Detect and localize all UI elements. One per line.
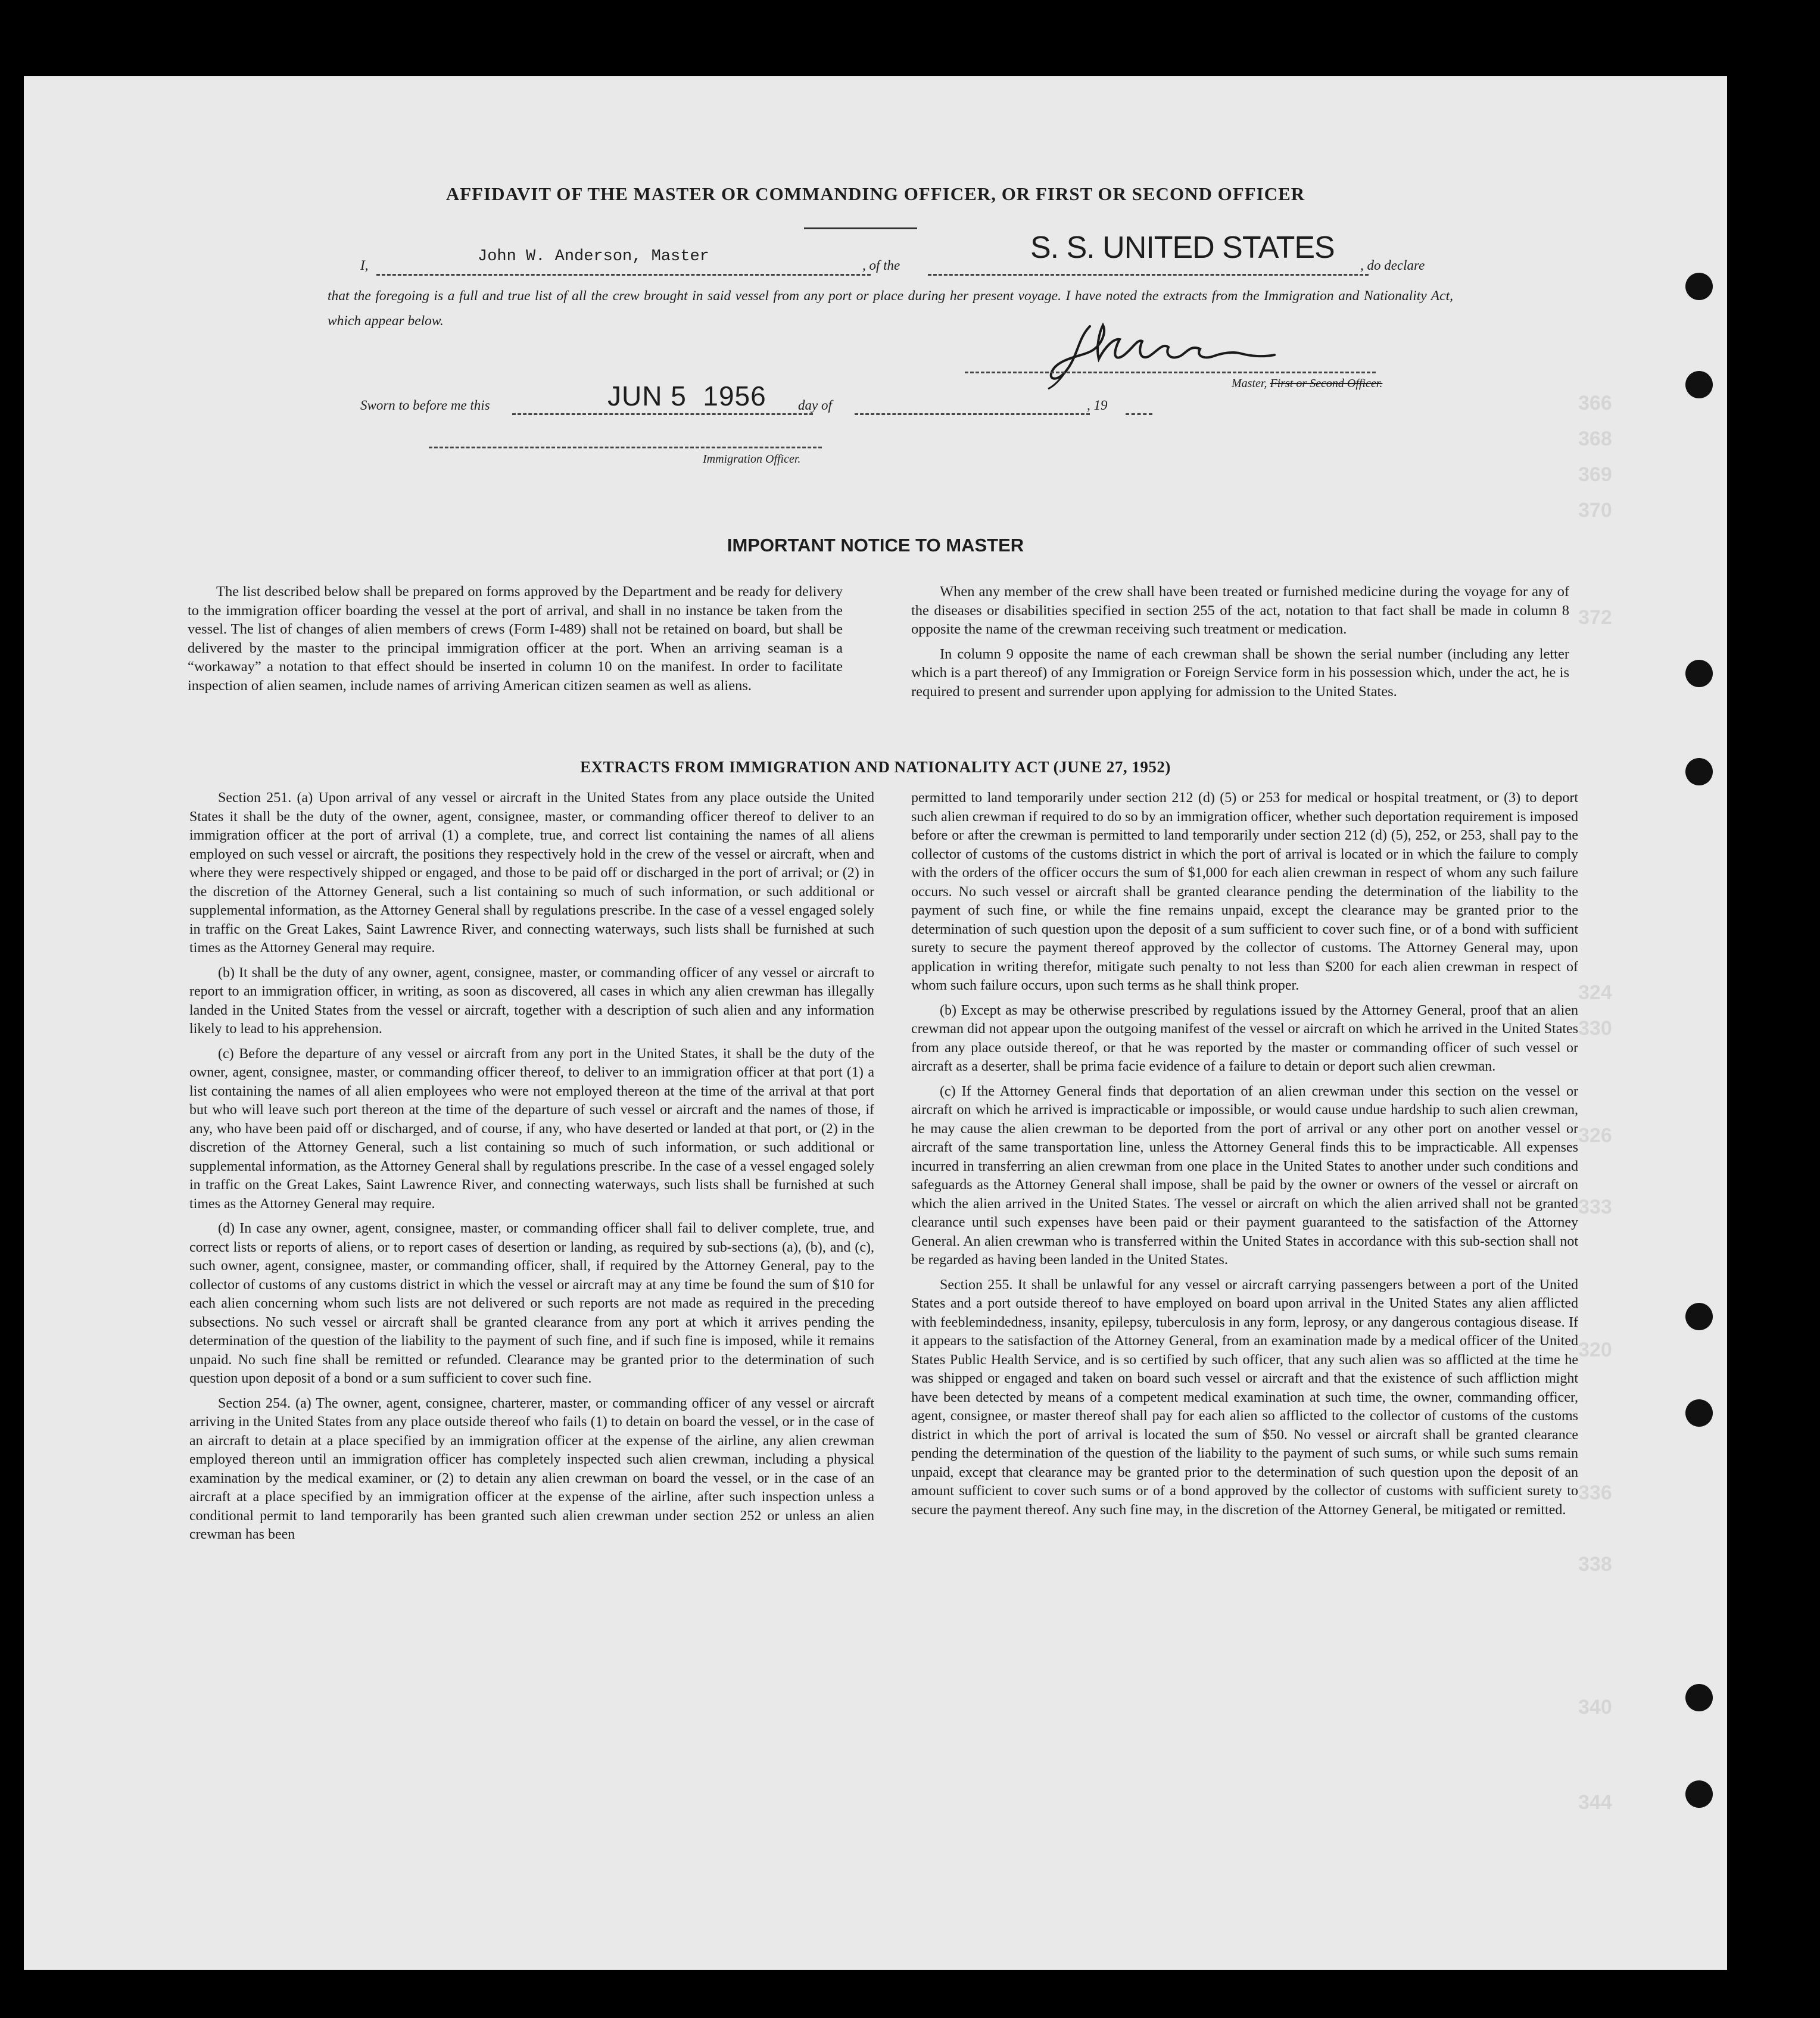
punch-hole (1685, 758, 1713, 785)
vessel-name: S. S. UNITED STATES (1030, 230, 1335, 265)
affidavit-title: AFFIDAVIT OF THE MASTER OR COMMANDING OFFICER, OR FIRST OR SECOND OFFICER (445, 183, 1305, 204)
year-line (1126, 413, 1152, 415)
notice-left-text: The list described below shall be prepared on forms approved by the Department and be ready for delivery to the immigration officer boarding the vessel at the port of arrival, and shall in no instance be taken from the vessel. The list of changes of alien members of crews (Form I-489) shall not be retained on board, but shall be delivered by the master to the principal immigration officer at the port. When an arriving seaman is a “workaway” a notation to that effect should be inserted in column 10 on the manifest. In order to facilitate inspection of alien seamen, include names of arriving American citizen seamen as well as aliens. (188, 584, 843, 694)
section-254-a-cont: permitted to land temporarily under section 212 (d) (5) or 253 for medical or hospital treatment, or (3) to deport such alien crewman if required to do so by an immigration officer, whether such deportation requirement is imposed before or after the crewman is permitted to land temporarily under section 212 (d) (5), 252, or 253, shall pay to the collector of customs of the customs district in which the port of arrival is located or in which the failure to comply with the orders of the officer occurs the sum of $1,000 for each alien crewman in respect of whom any such failure occurs. No such vessel or aircraft shall be granted clearance pending the determination of the liability to the payment of such fine, or while the fine remains unpaid, except the clearance may be granted prior to the determination of such question upon the deposit of a sum sufficient to cover such fine, or of a bond with sufficient surety to secure the payment thereof approved by the collector of customs. The Attorney General may, upon application in writing therefor, mitigate such penalty to not less than $200 for each alien crewman in respect of whom such failure occurs, upon such terms as he shall think proper. (911, 790, 1578, 993)
punch-hole (1685, 273, 1713, 300)
caption-struck: First or Second Officer. (1270, 377, 1383, 390)
punch-hole (1685, 660, 1713, 687)
punch-hole (1685, 1780, 1713, 1808)
sworn-label: Sworn to before me this (360, 398, 490, 413)
document-page: 366 368 369 370 372 324 330 326 333 320 336 338 340 344 AFFIDAVIT OF THE MASTER OR COMMANDING OFFICER, OR FIRST OR SECOND OFFICER I, John W. Anderson, Master , of the S. S. UNITED STATES , do declare that the foregoing is a full and true list of all the crew brought in said vessel from any port or place during her present voyage. I have noted the extracts from the Immigration and Nationality Act, which appear below. Master, First or Second Officer. Sworn to before me this JUN 5 1956 day of , 19 Immigration Officer. IMPORTANT NOTICE TO MASTER The list described below shall be prepared on forms approved by the Department and be ready for delivery to the immigration officer boarding the vessel at the port of arrival, and shall in no instance be taken from the vessel. The list of changes of alien members of crews (Form I-489) shall not be retained on board, but shall be delivered by the master to the principal immigration officer at the port. When an arriving seaman is a “workaway” a notation to that effect should be inserted in column 10 on the manifest. In order to facilitate inspection of alien seamen, include names of arriving American citizen seamen as well as aliens. When any member of the crew shall have been treated or furnished medicine during the voyage for any of the diseases or disabilities specified in section 255 of the act, notation to that fact shall be made in column 8 opposite the name of the crewman receiving such treatment or medication. In column 9 opposite the name of each crewman shall be shown the serial number (including any letter which is a part thereof) of any Immigration or Foreign Service form in his possession which, under the act, he is required to present and surrender upon applying for admission to the United States. EXTRACTS FROM IMMIGRATION AND NATIONALITY ACT (JUNE 27, 1952) Section 251. (a) Upon arrival of any vessel or aircraft in the United States from any place outside the United States it shall be the duty of the owner, agent, consignee, master, or commanding officer thereof to deliver to an immigration officer at the port of arrival (1) a complete, true, and correct list containing the names of all aliens employed on such vessel or aircraft, the positions they respectively hold in the crew of the vessel or aircraft, when and where they were respectively shipped or engaged, and those to be paid off or discharged in the port of arrival; or (2) in the discretion of the Attorney General, such a list containing so much of such information, or such additional or supplemental information, as the Attorney General shall by regulations prescribe. In the case of a vessel engaged solely in traffic on the Great Lakes, Saint Lawrence River, and connecting waterways, such lists shall be furnished at such times as the Attorney General may require. (b) It shall be the duty of any owner, agent, consignee, master, or commanding officer of any vessel or aircraft to report to an immigration officer, in writing, as soon as discovered, all cases in which any alien crewman has illegally landed in the United States from the vessel or aircraft, together with a description of such alien and any information likely to lead to his apprehension. (c) Before the departure of any vessel or aircraft from any port in the United States, it shall be the duty of the owner, agent, consignee, master, or commanding officer thereof, to deliver to an immigration officer at that port (1) a list containing the names of all alien employees who were not employed thereon at the time of the arrival at that port but who will leave such port thereon at the time of the departure of such vessel or aircraft and the names of those, if any, who have been paid off or discharged, and of course, if any, who have deserted or landed at that port, or (2) in the discretion of the Attorney General, such a list containing so much of such information, or such additional or supplemental information, as the Attorney General shall by regulations prescribe. In the case of a vessel engaged solely in traffic on the Great Lakes, Saint Lawrence River, and connecting waterways, such lists shall be furnished at such times as the Attorney General may require. (d) In case any owner, agent, consignee, master, or commanding officer shall fail to deliver complete, true, and correct lists or reports of aliens, or to report cases of desertion or landing, as required by sub-sections (a), (b), and (c), such owner, agent, consignee, master, or commanding officer, shall, if required by the Attorney General, pay to the collector of customs of any customs district in which the vessel or aircraft may at any time be found the sum of $10 for each alien concerning whom such lists are not delivered or such reports are not made as required in the preceding subsections. No such vessel or aircraft shall be granted clearance from any port at which it arrives pending the determination of the question of the liability to the payment of such fine, and if such fine is imposed, while it remains unpaid. No such fine shall be remitted or refunded. Clearance may be granted prior to the determination of such question upon deposit of a bond or a sum sufficient to cover such fine. Section 254. (a) The owner, agent, consignee, charterer, master, or commanding officer of any vessel or aircraft arriving in the United States from any place outside thereof who fails (1) to detain on board the vessel, or in the case of an aircraft to detain at a place specified by an immigration officer at the expense of the airline, any alien crewman employed thereon until an immigration officer has completely inspected such alien crewman, including a physical examination by the medical examiner, or (2) to detain any alien crewman on board the vessel, or in the case of an aircraft at a place specified by an immigration officer at the expense of the airline, after such inspection unless a conditional permit to land temporarily has been granted such alien crewman under section 252 or unless an alien crewman has been permitted to land temporarily under section 212 (d) (5) or 253 for medical or hospital treatment, or (3) to deport such alien crewman if required to do so by an immigration officer, whether such deportation requirement is imposed before or after the crewman is permitted to land temporarily under section 212 (d) (5), 252, or 253, shall pay to the collector of customs of the customs district in which the port of arrival is located or in which the failure to comply with the orders of the officer occurs the sum of $1,000 for each alien crewman in respect of whom any such failure occurs. No such vessel or aircraft shall be granted clearance pending the determination of the liability to the payment of such fine, or while the fine remains unpaid, except the clearance may be granted prior to the determination of such question upon the deposit of a sum sufficient to cover such fine, or of a bond with sufficient surety to secure the payment thereof approved by the collector of customs. The Attorney General may, upon application in writing therefor, mitigate such penalty to not less than $200 for each alien crewman in respect of whom such failure occurs, upon such terms as he shall think proper. (b) Except as may be otherwise prescribed by regulations issued by the Attorney General, proof that an alien crewman did not appear upon the outgoing manifest of the vessel or aircraft on which he arrived in the United States from any place outside thereof, or that he was reported by the master or commanding officer of such vessel or aircraft as a deserter, shall be prima facie evidence of a failure to detain or deport such alien crewman. (c) If the Attorney General finds that deportation of an alien crewman under this section on the vessel or aircraft on which he arrived is impracticable or impossible, or would cause undue hardship to such alien crewman, he may cause the alien crewman to be deported from the port of arrival or any other port on another vessel or aircraft of the same transportation line, unless the Attorney General finds this to be impracticable. All expenses incurred in transferring an alien crewman from one place in the United States to another under such conditions and safeguards as the Attorney General shall impose, shall be paid by the owner or owners of the vessel or aircraft on which the alien arrived in the United States. The vessel or aircraft on which the alien arrived shall not be granted clearance until such expenses have been paid or their payment guaranteed to the satisfaction of the Attorney General. An alien crewman who is transferred within the United States in accordance with this sub-section shall not be regarded as having been landed in the United States. Section 255. It shall be unlawful for any vessel or aircraft carrying passengers between a port of the United States and a port outside thereof to have employed on board upon arrival in the United States any alien afflicted with feeblemindedness, insanity, epilepsy, tuberculosis in any form, leprosy, or any dangerous contagious disease. If it appears to the satisfaction of the Attorney General, from an examination made by a medical officer of the United States Public Health Service, and is so certified by such officer, that any such alien was so afflicted at the time he was shipped or engaged and taken on board such vessel or aircraft and that the existence of such affliction might have been detected by means of a competent medical examination at such time, the owner, commanding officer, agent, consignee, or master thereof shall pay for each alien so afflicted to the collector of customs of the customs district in which the port of arrival is located the sum of $50. No vessel or aircraft shall be granted clearance pending the determination of the question of the liability to the payment of such sums, or while such sums remain unpaid, except that clearance may be granted prior to the determination of such question upon the deposit of an amount sufficient to cover such sums or of a bond approved by the collector of customs with sufficient surety to secure the payment thereof. Any such fine may, in the discretion of the Attorney General, be mitigated or remitted. (24, 76, 1727, 1970)
punch-hole (1685, 1684, 1713, 1711)
section-254-c: (c) If the Attorney General finds that deportation of an alien crewman under this section on the vessel or aircraft on which he arrived is impracticable or impossible, or would cause undue hardship to such alien crewman, he may cause the alien crewman to be deported from the port of arrival or any other port on another vessel or aircraft of the same transportation line, unless the Attorney General finds this to be impracticable. All expenses incurred in transferring an alien crewman from one place in the United States to another under such conditions and safeguards as the Attorney General shall impose, shall be paid by the owner or owners of the vessel or aircraft on which the alien arrived in the United States. The vessel or aircraft on which the alien arrived shall not be granted clearance until such expenses have been paid or their payment guaranteed to the satisfaction of the Attorney General. An alien crewman who is transferred within the United States in accordance with this sub-section shall not be regarded as having been landed in the United States. (911, 1083, 1578, 1268)
affidavit-statement: that the foregoing is a full and true list of all the crew brought in said vessel from any port or place during her present voyage. I have noted the extracts from the Immigration and Nationality Act, which appear below. (328, 288, 1453, 329)
do-declare-label: , do declare (1360, 258, 1425, 273)
section-254-b: (b) Except as may be otherwise prescribed by regulations issued by the Attorney General, proof that an alien crewman did not appear upon the outgoing manifest of the vessel or aircraft on which he arrived in the United States from any place outside thereof, or that he was reported by the master or commanding officer of such vessel or aircraft as a deserter, shall be prima facie evidence of a failure to detain or deport such alien crewman. (911, 1002, 1578, 1074)
punch-hole (1685, 1303, 1713, 1330)
extracts-right-column (911, 789, 1578, 1526)
of-the-label: , of the (862, 258, 900, 273)
punch-hole (1685, 371, 1713, 398)
officer-caption: Immigration Officer. (703, 453, 801, 466)
section-255: Section 255. It shall be unlawful for any vessel or aircraft carrying passengers between a port of the United States and a port outside thereof to have employed on board upon arrival in the United States any alien afflicted with feeblemindedness, insanity, epilepsy, tuberculosis in any form, leprosy, or any dangerous contagious disease. If it appears to the satisfaction of the Attorney General, from an examination made by a medical officer of the United States Public Health Service, and is so certified by such officer, that any such alien was so afflicted at the time he was shipped or engaged and taken on board such vessel or aircraft and that the existence of such affliction might have been detected by means of a competent medical examination at such time, the owner, commanding officer, agent, consignee, or master thereof shall pay for each alien so afflicted to the collector of customs of the customs district in which the port of arrival is located the sum of $50. No vessel or aircraft shall be granted clearance pending the determination of the question of the liability to the payment of such sums, or while such sums remain unpaid, except that clearance may be granted prior to the determination of such question upon the deposit of an amount sufficient to cover such sums or of a bond approved by the collector of customs with sufficient surety to secure the payment thereof. Any such fine may, in the discretion of the Attorney General, be mitigated or remitted. (911, 1277, 1578, 1518)
year-label: , 19 (1087, 398, 1108, 413)
day-of-label: day of (798, 398, 832, 413)
master-name: John W. Anderson, Master (478, 248, 709, 266)
notice-heading: IMPORTANT NOTICE TO MASTER (727, 535, 1024, 556)
month-line (855, 413, 1090, 415)
vessel-line (928, 274, 1369, 276)
notice-right-text-2: In column 9 opposite the name of each crewman shall be shown the serial number (including any letter which is a part thereof) of any Immigration or Foreign Service form in his possession which, under the act, he is required to present and surrender upon applying for admission to the United States. (911, 645, 1569, 700)
section-254-a: Section 254. (a) The owner, agent, consignee, charterer, master, or commanding officer of any vessel or aircraft arriving in the United States from any place outside thereof who fails (1) to detain on board the vessel, or in the case of an aircraft to detain at a place specified by an immigration officer at the expense of the airline, any alien crewman employed thereon until an immigration officer has completely inspected such alien crewman, including a physical examination by the medical examiner, or (2) to detain any alien crewman on board the vessel, or in the case of an aircraft at a place specified by an immigration officer at the expense of the airline, after such inspection unless a conditional permit to land temporarily has been granted such alien crewman under section 252 or unless an alien crewman has been (189, 1395, 874, 1542)
sworn-date: JUN 5 1956 (607, 380, 766, 411)
extracts-left-column (189, 789, 874, 1551)
section-251-a: Section 251. (a) Upon arrival of any vessel or aircraft in the United States from any place outside the United States it shall be the duty of the owner, agent, consignee, master, or commanding officer thereof to deliver to an immigration officer at the port of arrival (1) a complete, true, and correct list containing the names of all aliens employed on such vessel or aircraft, the positions they respectively hold in the crew of the vessel or aircraft, when and where they were respectively shipped or engaged, and those to be paid off or discharged in the port of arrival; or (2) in the discretion of the Attorney General, such a list containing so much of such information, or such additional or supplemental information, as the Attorney General shall by regulations prescribe. In the case of a vessel engaged solely in traffic on the Great Lakes, Saint Lawrence River, and connecting waterways, such lists shall be furnished at such times as the Attorney General may require. (189, 790, 874, 956)
notice-right-column (911, 582, 1569, 707)
notice-right-text-1: When any member of the crew shall have been treated or furnished medicine during the voyage for any of the diseases or disabilities specified in section 255 of the act, notation to that fact shall be made in column 8 opposite the name of the crewman receiving such treatment or medication. (911, 584, 1569, 637)
punch-hole (1685, 1399, 1713, 1427)
caption-master: Master, (1232, 377, 1267, 390)
name-line (376, 274, 871, 276)
section-251-d: (d) In case any owner, agent, consignee, master, or commanding officer shall fail to deliver complete, true, and correct lists or reports of aliens, or to report cases of desertion or landing, as required by sub-sections (a), (b), and (c), such owner, agent, consignee, master, or commanding officer, shall, if required by the Attorney General, pay to the collector of customs of any customs district in which the vessel or aircraft may at any time be found the sum of $10 for each alien concerning whom such lists are not delivered or such reports are not made as required in the preceding subsections. No such vessel or aircraft shall be granted clearance from any port at which it arrives pending the determination of the question of the liability to the payment of such fine, and if such fine is imposed, while it remains unpaid. No such fine shall be remitted or refunded. Clearance may be granted prior to the determination of such question upon deposit of a bond or a sum sufficient to cover such fine. (189, 1221, 874, 1386)
officer-line (429, 447, 822, 448)
extracts-heading: EXTRACTS FROM IMMIGRATION AND NATIONALITY ACT (JUNE 27, 1952) (580, 758, 1171, 776)
section-251-b: (b) It shall be the duty of any owner, agent, consignee, master, or commanding officer of any vessel or aircraft to report to an immigration officer, in writing, as soon as discovered, all cases in which any alien crewman has illegally landed in the United States from the vessel or aircraft, together with a description of such alien and any information likely to lead to his apprehension. (189, 965, 874, 1037)
signature-line (965, 372, 1376, 373)
title-divider (804, 227, 917, 229)
signature-caption (1232, 377, 1382, 391)
sworn-line (512, 413, 813, 415)
section-251-c: (c) Before the departure of any vessel or aircraft from any port in the United States, it shall be the duty of the owner, agent, consignee, master, or commanding officer thereof, to deliver to an immigration officer at that port (1) a list containing the names of all alien employees who were not employed thereon at the time of the arrival at that port but who will leave such port thereon at the time of the departure of such vessel or aircraft and the names of those, if any, who have been paid off or discharged, and of course, if any, who have deserted or landed at that port, or (2) in the discretion of the Attorney General, such a list containing so much of such information, or such additional or supplemental information, as the Attorney General shall by regulations prescribe. In the case of a vessel engaged solely in traffic on the Great Lakes, Saint Lawrence River, and connecting waterways, such lists shall be furnished at such times as the Attorney General may require. (189, 1046, 874, 1212)
notice-left-column (188, 582, 843, 701)
i-label: I, (360, 258, 369, 273)
